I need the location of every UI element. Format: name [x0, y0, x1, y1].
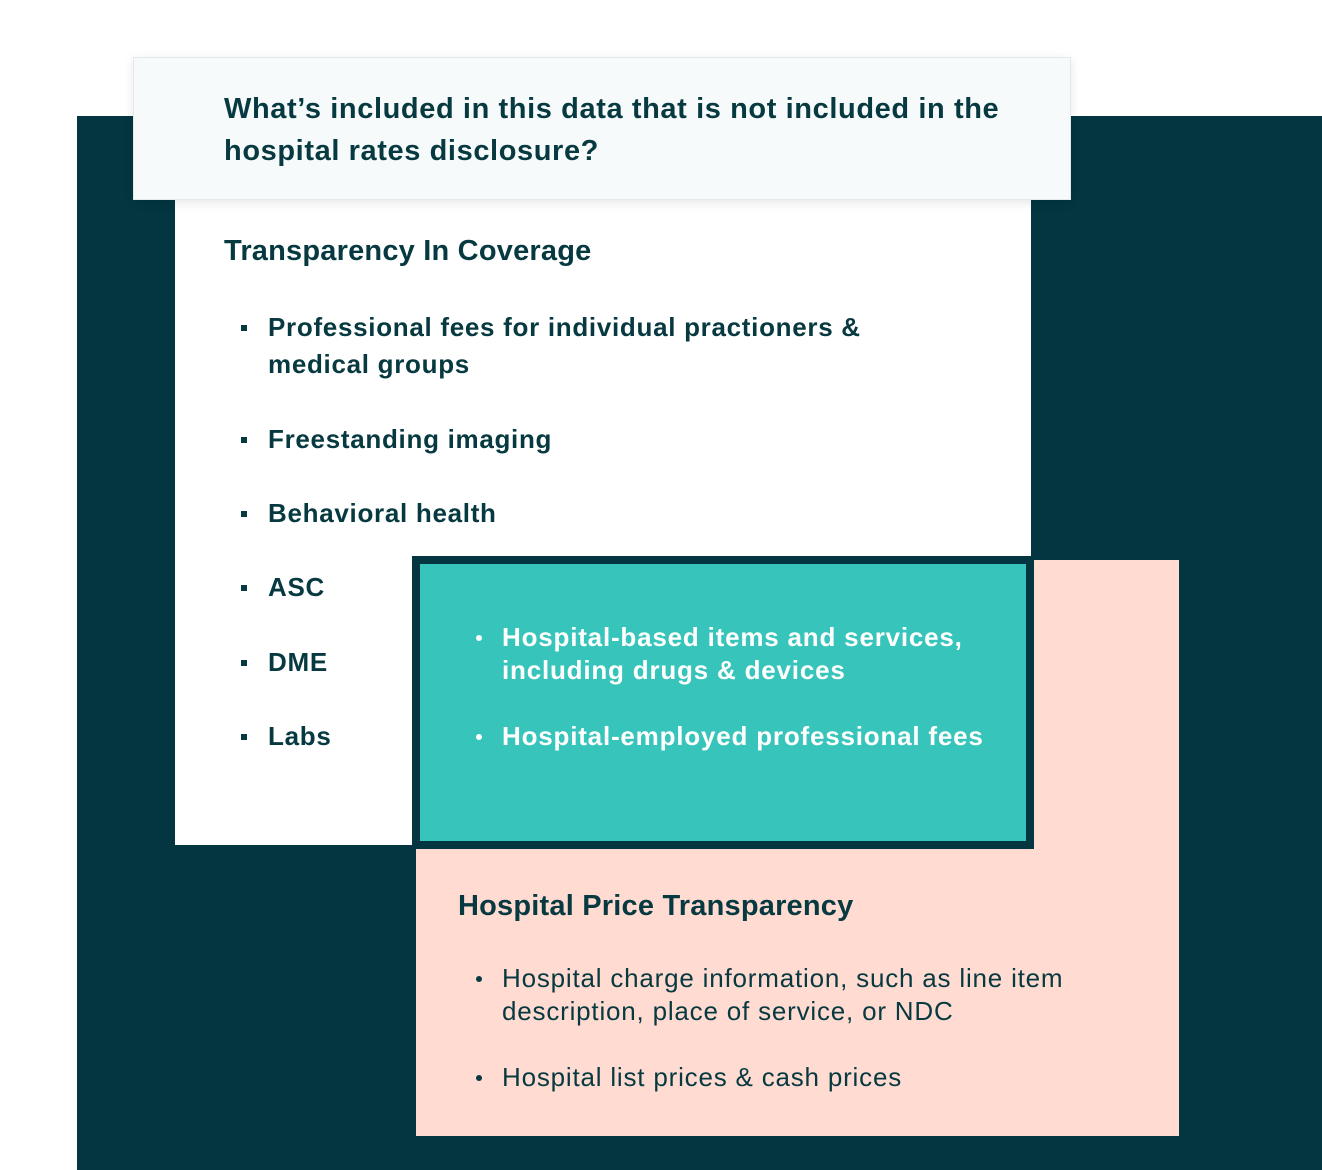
- hpt-title: Hospital Price Transparency: [458, 890, 854, 922]
- tic-item-label: Behavioral health: [268, 498, 497, 528]
- dot-bullet-icon: [476, 635, 482, 641]
- square-bullet-icon: [241, 660, 247, 666]
- tic-title: Transparency In Coverage: [224, 235, 592, 267]
- tic-item-freestanding-imaging: [241, 421, 941, 458]
- tic-item-label: DME: [268, 647, 328, 677]
- hpt-item-list-cash-prices: [476, 1061, 1156, 1094]
- overlap-item-label: Hospital-employed professional fees: [502, 721, 984, 751]
- square-bullet-icon: [241, 437, 247, 443]
- tic-item-label: Labs: [268, 721, 332, 751]
- hpt-item-charge-information: [476, 962, 1156, 1028]
- tic-item-label: Freestanding imaging: [268, 424, 553, 454]
- tic-item-label: Professional fees for individual practioners & medical groups: [268, 312, 861, 379]
- tic-item-behavioral-health: [241, 495, 941, 532]
- dot-bullet-icon: [476, 1075, 482, 1081]
- question-text: What’s included in this data that is not included in the hospital rates disclosure?: [224, 93, 1000, 167]
- overlap-item-label: Hospital-based items and services, including drugs & devices: [502, 622, 963, 685]
- overlap-item-hospital-based: [476, 621, 996, 687]
- question-card: [133, 57, 1071, 200]
- overlap-box: [412, 556, 1034, 849]
- dot-bullet-icon: [476, 734, 482, 740]
- hpt-item-label: Hospital list prices & cash prices: [502, 1062, 902, 1092]
- overlap-item-hospital-employed: [476, 720, 996, 753]
- dot-bullet-icon: [476, 976, 482, 982]
- square-bullet-icon: [241, 325, 247, 331]
- square-bullet-icon: [241, 734, 247, 740]
- square-bullet-icon: [241, 511, 247, 517]
- tic-item-label: ASC: [268, 572, 325, 602]
- hpt-item-label: Hospital charge information, such as line item description, place of service, or NDC: [502, 963, 1064, 1026]
- square-bullet-icon: [241, 585, 247, 591]
- tic-item-professional-fees: [241, 309, 941, 383]
